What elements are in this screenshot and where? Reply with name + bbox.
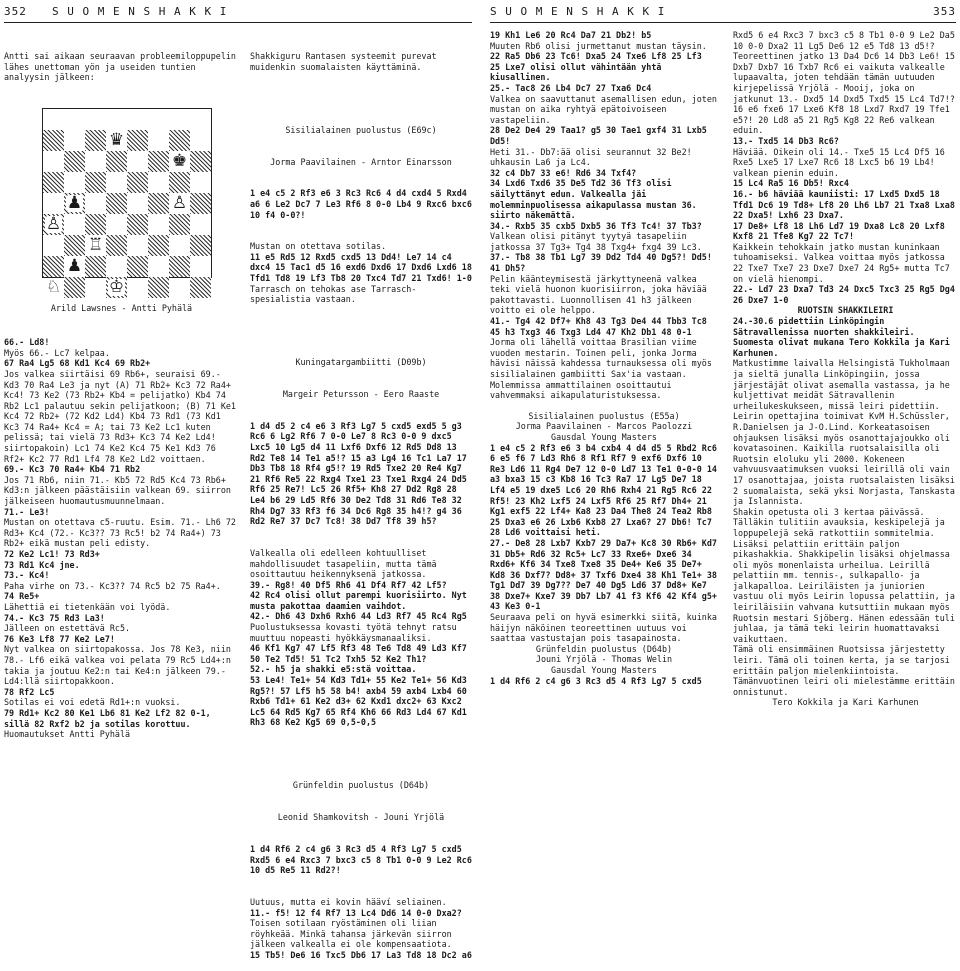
text-paragraph: 41.- Tg4 42 Df7+ Kh8 43 Tg3 De4 44 Tbb3 Tc8 45 h3 Txg3 46 Txg3 Ld4 47 Kh2 Db1 48 0-1 xyxy=(490,316,712,337)
board-square xyxy=(43,193,64,214)
board-square xyxy=(169,130,190,151)
text-paragraph: Valkealla oli edelleen kohtuulliset mahdollisuudet tasapeliin, mutta tämä osoittautuu heikennyksenä jatkossa. xyxy=(250,547,442,580)
left-running-title: S U O M E N S H A K K I xyxy=(52,5,228,18)
text-paragraph: Teoreettinen jatko 13 Da4 Dc6 14 Db3 Le6! 15 Dxb7 Dxb7 16 Txb7 Rc6 ei vaikuta valkealle lupaavalta, joten tehdään tämän uutuuden kirjepelissä Yrjölä - Mooij, joka on jatkunut 13.- Dxd5 14 Dxd5 Txd5 15 Lc4 Td7!? 16 e6 fxe6 17 Lxe6 Kf8 18 Lxd7 Rxd7 19 Tfe1 e5?! 20 Ld8 a5 21 Rg5 Kg8 22 Re6 valkean eduin. xyxy=(733,51,960,136)
text-paragraph: Tämä oli ensimmäinen Ruotsissa järjestetty leiri. Tämä oli toinen kerta, ja se tarjosi erittäin paljon mielenkiintoista. Tämänvuotinen leiri oli mielestämme erittäin onnistunut. xyxy=(733,644,960,697)
game-moves: 1 e4 c5 2 Rf3 e6 3 Rc3 Rc6 4 d4 cxd4 5 Rxd4 a6 6 Le2 Dc7 7 Le3 Rf6 8 0-0 Lb4 9 Rxc6 bxc6 10 f4 0-0?! xyxy=(250,188,477,220)
text-paragraph: 69.- Kc3 70 Ra4+ Kb4 71 Rb2 xyxy=(4,464,141,475)
text-paragraph: Kaikkein tehokkain jatko mustan kuninkaan tuhoamiseksi. Valkea voittaa myös jatkossa 22 Txe7 Txe7 23 Dxe7 Dxe7 24 Rg5+ mutta Tc7 on vielä hienompi. xyxy=(733,241,955,284)
board-square xyxy=(43,172,64,193)
text-paragraph: Nyt valkea on siirtopakossa. Jos 78 Ke3, niin 78.- Lf6 eikä valkea voi pelata 79 Rc5 Ld4+:n takia ja joutuu Ke2:n tai Ke4:n jälkeen 79.- Ld4:llä siirtopakkoon. xyxy=(4,644,236,687)
board-square xyxy=(85,256,106,277)
board-square xyxy=(190,235,211,256)
text-paragraph: 67 Ra4 Lg5 68 Kd1 Kc4 69 Rb2+ xyxy=(4,358,151,369)
text-paragraph: Paha virhe on 73.- Kc3?? 74 Rc5 b2 75 Ra4+. xyxy=(4,580,221,591)
text-paragraph: 34.- Rxb5 35 cxb5 Dxb5 36 Tf3 Tc4! 37 Tb3? xyxy=(490,220,702,231)
text-paragraph: 53 Le4! Te1+ 54 Kd3 Td1+ 55 Ke2 Te1+ 56 Kd3 Rg5?! 57 Lf5 h5 58 b4! axb4 59 axb4 Lxb4 60 Rxb6 Td1+ 61 Ke2 d3+ 62 Kxd1 dxc2+ 63 Kxc2 Lc5 64 Rd5 Kg7 65 Rf4 Kh6 66 Rd3 Ld4 67 Kd1 Rh3 68 Ke2 Kg5 69 0,5-0,5 xyxy=(250,675,472,728)
board-square xyxy=(148,193,169,214)
text-paragraph: Jos valkea siirtäisi 69 Rb6+, seuraisi 69.- Kd3 70 Ra4 Le3 ja nyt (A) 71 Rb2+ Kc3 72 Ra4+ Kc4! 73 Ke2 (73 Rb2+ Kb4 = pelijatko) Kb4 74 Rb2 Lc1 palautuu sekin pelijatkoon; (B) 71 Ke1 Kc4 72 Rb2+ (72 Kd2 Ld4) Kb4 73 Rd1 (73 Kd1 Kc3 74 Ra4+ Kc4 = A; tai 73 Ke2 Lc1 kuten pelissä; tai vielä 73 Rd3+ Kc3 74 Ke2 Ld4! siirtopakoin) Lc1 74 Ke2 Kc4 75 Ke1 Kd3 76 Rf2+ Kc2 77 Rd1 Lf4 78 Ke2 Ld2 voittaen. xyxy=(4,368,241,464)
right-page-number: 353 xyxy=(933,5,956,18)
board-square xyxy=(169,277,190,298)
text-paragraph: 1 d4 Rf6 2 c4 g6 3 Rc3 d5 4 Rf3 Lg7 5 cxd5 xyxy=(490,675,702,686)
chess-piece-icon: ♚ xyxy=(171,151,188,172)
text-paragraph: Huomautukset Antti Pyhälä xyxy=(4,729,131,740)
board-square xyxy=(127,277,148,298)
board-square xyxy=(148,256,169,277)
text-paragraph: Uutuus, mutta ei kovin hääví seliainen. xyxy=(250,896,447,907)
board-square xyxy=(190,277,211,298)
board-square xyxy=(190,214,211,235)
text-paragraph: Jorma oli lähellä voittaa Brasilian viime vuoden mestarin. Toinen peli, jonka Jorma hävisi näissä kahdessa turnauksessa oli myös sisilialainen gambiitti Sax'ia vastaan. Molemmissa ammattilainen osoittautui vahvemmaksi aikapulaturistuksessa. xyxy=(490,337,717,401)
board-square xyxy=(64,277,85,298)
text-paragraph: 13.- Txd5 14 Db3 Rc6? xyxy=(733,135,839,146)
board-square xyxy=(127,214,148,235)
game-players: Margeir Petursson - Eero Raaste xyxy=(282,389,440,399)
text-paragraph: Jos 71 Rb6, niin 71.- Kb5 72 Rd5 Kc4 73 Rb6+ Kd3:n jälkeen päästäisiin valkean 69. siirron jälkeiseen huomautusmuunnelmaan. xyxy=(4,474,236,507)
board-square xyxy=(127,193,148,214)
intro-paragraph: Shakkiguru Rantasen systeemit purevat muidenkin suomalaisten käyttäminä. xyxy=(250,51,442,72)
text-paragraph: Muuten Rb6 olisi jurmettanut mustan täysin. xyxy=(490,40,707,51)
game-notes xyxy=(250,548,472,728)
text-paragraph: Mustan on otettava c5-ruutu. Esim. 71.- Lh6 72 Rd3+ Kc4 (72.- Kc3?? 73 Rc5! b2 74 Ra4+) 73 Rb2+ eikä mustan peli edisty. xyxy=(4,517,241,549)
column-3 xyxy=(490,30,722,686)
text-paragraph: Jälleen on estettävä Rc5. xyxy=(4,623,131,634)
text-paragraph: Gausdal Young Masters xyxy=(551,665,657,676)
chess-piece-icon: ♖ xyxy=(87,235,104,256)
board-square xyxy=(148,214,169,235)
chess-piece-icon: ♙ xyxy=(45,214,62,235)
text-paragraph: Valkea on saavuttanut asemallisen edun, joten mustan on aika ryhtyä epätoivoiseen vastapeliin. xyxy=(490,93,722,125)
text-paragraph: 15 Lc4 Ra5 16 Db5! Rxc4 xyxy=(733,178,849,189)
board-square xyxy=(64,214,85,235)
game-moves: 1 d4 Rf6 2 c4 g6 3 Rc3 d5 4 Rf3 Lg7 5 cxd5 Rxd5 6 e4 Rxc3 7 bxc3 c5 8 Tb1 0-0 9 Le2 Rc6 10 d5 Re5 11 Rd2?! xyxy=(250,843,477,876)
text-paragraph: Tarrasch on tehokas ase Tarrasch-spesialistia vastaan. xyxy=(250,283,417,305)
board-square xyxy=(148,151,169,172)
board-square xyxy=(127,151,148,172)
board-square xyxy=(43,256,64,277)
text-paragraph: 73.- Kc4! xyxy=(4,570,50,581)
chess-piece-icon: ♔ xyxy=(108,277,125,298)
text-paragraph: Seuraava peli on hyvä esimerkki siitä, kuinka häijyn näköinen teoreettinen uutuus voi saattaa vastustajan pois tasapainosta. xyxy=(490,612,722,644)
text-paragraph: Puolustuksessa kovasti työtä tehnyt ratsu muuttuu nopeasti hyökkäysmanaaliksi. xyxy=(250,622,462,643)
board-square xyxy=(64,172,85,193)
text-paragraph: 25.- Tac8 26 Lb4 Dc7 27 Txa6 Dc4 xyxy=(490,82,652,93)
text-paragraph: Heti 31.- Db7:ää olisi seurannut 32 Be2! uhkausin La6 ja Lc4. xyxy=(490,146,697,168)
text-paragraph: 78 Rf2 Lc5 xyxy=(4,686,55,697)
text-paragraph: Leirin opettajina toimivat KvM H.Schüssler, R.Danielsen ja J-O.Lind. Korkeatasoisen ohjauksen lisäksi myös osanottajajoukko oli kovatasoinen. Kaikilla ruotsalaisilla oli Ruotsin eloluku yli 2000. Kokeneen vahvuusvaatimuksen vuoksi leirillä oli vain 17 osanottajaa, joista ruotsalaisten lisäksi 2 suomalaista, sekä yksi Norjasta, Tanskasta ja Islannista. xyxy=(733,411,960,507)
text-paragraph: Jorma Paavilainen - Marcos Paolozzi xyxy=(515,421,693,432)
board-square xyxy=(64,193,85,214)
right-page-header xyxy=(490,2,956,23)
left-page-number: 352 xyxy=(4,5,27,18)
text-paragraph: 79 Rd1+ Kc2 80 Ke1 Lb6 81 Ke2 Lf2 82 0-1, sillä 82 Rxf2 b2 ja sotilas korottuu. xyxy=(4,707,216,729)
text-paragraph: 52.- h5 ja shakki e5:stä voittaa. xyxy=(250,664,417,675)
text-paragraph: Sotilas ei voi edetä Rd1+:n vuoksi. xyxy=(4,697,181,708)
board-square xyxy=(85,151,106,172)
right-running-title: S U O M E N S H A K K I xyxy=(490,5,666,18)
board-square xyxy=(43,130,64,151)
text-paragraph: 66.- Ld8! xyxy=(4,337,50,348)
column-2 xyxy=(250,30,477,960)
text-paragraph: Matkustimme laivalla Helsingistä Tukholmaan ja sieltä junalla Linköpingiin, jossa järjestäjät olivat asemalla vastassa, ja he kuljettivat meidät Sätravallenin urheilukeskukseen, missä leiri pidettiin. xyxy=(733,358,955,411)
chess-piece-icon: ♟ xyxy=(66,193,83,214)
text-paragraph: 74 Re5+ xyxy=(4,591,40,602)
text-paragraph: 42 Rc4 olisi ollut parempi kuorisiirto. Nyt musta pakottaa daamien vaihdot. xyxy=(250,590,472,611)
game-notes xyxy=(250,897,472,961)
board-square xyxy=(85,214,106,235)
board-square xyxy=(85,172,106,193)
text-paragraph: 72 Ke2 Lc1! 73 Rd3+ xyxy=(4,549,100,559)
chess-diagram xyxy=(42,108,212,298)
game-moves: 1 d4 d5 2 c4 e6 3 Rf3 Lg7 5 cxd5 exd5 5 g3 Rc6 6 Lg2 Rf6 7 0-0 Le7 8 Rc3 0-0 9 dxc5 Lxc5 10 Lg5 d4 11 Lxf6 Dxf6 12 Rd5 Dd8 13 Rd2 Te8 14 Te1 a5!? 15 a3 Lg4 16 Tc1 La7 17 Db3 Tb8 18 Rf4 g5!? 19 Rd5 Txe2 20 Re4 Kg7 21 Rf6 Re5 22 Rxg4 Txe1 23 Txe1 Rxg4 24 Dd5 Rf6 25 Re7! Lc5 26 Rf5+ Kh8 27 Dd2 Rg8 28 Le4 b6 29 Ld5 Rf6 30 De2 Td8 31 Rd6 Te8 32 Rh4 Dg7 33 Rf3 f6 34 Dc6 Rg8 35 h4!? g4 36 Rd2 Re7 37 Dc7 Tc8! 38 Dd7 Tf8 39 h5? xyxy=(250,420,472,527)
text-paragraph: Toisen sotilaan ryöstäminen oli liian röyhkeää. Minkä tahansa järkevän siirron jälkeen valkealla ei ole kompensaatiota. xyxy=(250,918,457,950)
board-square xyxy=(127,235,148,256)
game-event: Grünfeldin puolustus (D64b) xyxy=(292,780,430,791)
text-paragraph: RUOTSIN SHAKKILEIRI xyxy=(797,305,894,316)
game-event: Kuningatargambiitti (D09b) xyxy=(295,357,427,368)
text-paragraph: 25 Lxe7 olisi ollut vähintään yhtä kiusallinen. xyxy=(490,61,667,83)
board-square xyxy=(169,193,190,214)
text-paragraph: Valkean olisi pitänyt tyytyä tasapeliin jatkossa 37 Tg3+ Tg4 38 Txg4+ fxg4 39 Lc3. xyxy=(490,231,702,252)
text-paragraph: Gausdal Young Masters xyxy=(551,431,657,442)
board-square xyxy=(85,235,106,256)
text-paragraph: Häviää. Oikein oli 14.- Txe5 15 Lc4 Df5 16 Rxe5 Lxe5 17 Lxe7 Rc6 18 Lxc5 b6 19 Lb4! valkean pienin eduin. xyxy=(733,146,950,178)
diagram-caption: Arild Lawsnes - Antti Pyhälä xyxy=(50,303,193,314)
column-4 xyxy=(733,30,960,708)
board-square xyxy=(169,172,190,193)
board-square xyxy=(64,256,85,277)
game-event: Sisilialainen puolustus (E69c) xyxy=(285,124,437,135)
text-paragraph: Mustan on otettava sotilas. xyxy=(250,241,387,252)
board-square xyxy=(169,256,190,277)
board-square xyxy=(43,235,64,256)
board-square xyxy=(127,130,148,151)
board-square xyxy=(190,172,211,193)
text-paragraph: 71.- Le3! xyxy=(4,506,50,517)
board-square xyxy=(43,277,64,298)
text-paragraph: Tero Kokkila ja Kari Karhunen xyxy=(772,697,919,708)
text-paragraph: 11.- f5! 12 f4 Rf7 13 Lc4 Dd6 14 0-0 Dxa2? xyxy=(250,907,462,918)
board-square xyxy=(190,193,211,214)
board-square xyxy=(106,235,127,256)
text-paragraph: 37.- Tb8 38 Tb1 Lg7 39 Dd2 Td4 40 Dg5?! Dd5! 41 Dh5? xyxy=(490,252,717,274)
board-square xyxy=(43,214,64,235)
text-paragraph: Shakin opetusta oli 3 kertaa päivässä. Tälläkin tulitiin avauksia, keskipelejä ja loppupelejä sekä ratkottiin sommitelmia. Lisäksi pelattiin erittäin paljon pikashakkia. Shakkipelin lisäksi ohjelmassa oli myös monenlaista urheilua. Leirillä pelattiin mm. tennis-, sulkapallo- ja jalkapalloa. Leiriläisten ja juniorien vastuu oli myös Leirin lopussa pelattiin, ja leiriläisiin vahvana kutsuttiin mukaan myös Ruotsin mestari Sjöberg. Hänen edessään tuli juhlaa, ja tämä teki leirin huomattavaksi vaikuttaen. xyxy=(733,506,960,644)
text-paragraph: 1 e4 c5 2 Rf3 e6 3 b4 cxb4 4 d4 d5 5 Rbd2 Rc6 6 e5 f6 7 Ld3 Rh6 8 Rf1 Rf7 9 exf6 Dxf6 10 Re3 Ld6 11 Rg4 De7 12 0-0 Ld7 13 Te1 0-0-0 14 a3 bxa3 15 c3 Kb8 16 Tc3 Ra7 17 Lg5 De7 18 Lf4 e5 19 dxe5 Lc6 20 Rh6 Rxh4 21 Rg5 Rc6 22 Rf5! 23 Kh2 Lxf5 24 Lxf5 Rf6 25 Rf7 Dh4+ 21 Kg1 exf5 22 Lf4+ Ka8 23 Da4 The8 24 Tea2 Rb8 25 Dxa3 e6 26 Lxb6 Kxb8 27 Lxa6? 27 Db6! Tc7 28 Ld6 voittaisi heti. xyxy=(490,442,722,538)
text-paragraph: 24.-30.6 pidettiin Linköpingin Sätravallenissa nuorten shakkileiri. Suomesta olivat mukana Tero Kokkila ja Kari Karhunen. xyxy=(733,316,955,358)
board-square xyxy=(127,172,148,193)
text-paragraph: 34 Lxd6 Txd6 35 De5 Td2 36 Tf3 olisi säilyttänyt edun. Valkealla jäi molemminpuolisessa aikapulassa mustan 36. siirto näkemättä. xyxy=(490,178,702,221)
board-square xyxy=(85,277,106,298)
text-paragraph: Grünfeldin puolustus (D64b) xyxy=(535,643,673,654)
text-paragraph: 42.- Dh6 43 Dxh6 Rxh6 44 Ld3 Rf7 45 Rc4 Rg5 xyxy=(250,611,467,622)
text-paragraph: Myös 66.- Lc7 kelpaa. xyxy=(4,347,110,358)
board-square xyxy=(190,130,211,151)
text-paragraph: 28 De2 De4 29 Taa1? g5 30 Tae1 gxf4 31 Lxb5 Dd5! xyxy=(490,125,712,146)
text-paragraph: 46 Kf1 Kg7 47 Lf5 Rf3 48 Te6 Td8 49 Ld3 Kf7 50 Te2 Td5! 51 Tc2 Txh5 52 Ke2 Th1? xyxy=(250,643,472,664)
board-square xyxy=(169,214,190,235)
game-notes xyxy=(250,241,477,305)
board-square xyxy=(169,235,190,256)
board-square xyxy=(148,277,169,298)
board-square xyxy=(106,277,127,298)
board-square xyxy=(64,235,85,256)
text-paragraph: Jouni Yrjölä - Thomas Welin xyxy=(535,654,673,665)
board-square xyxy=(106,193,127,214)
left-page-header xyxy=(4,2,472,23)
board-square xyxy=(169,151,190,172)
text-paragraph: 74.- Kc3 75 Rd3 La3! xyxy=(4,612,105,623)
intro-paragraph: Antti sai aikaan seuraavan probleemiloppupelin lähes unettoman yön ja useiden tuntien analyysin jälkeen: xyxy=(4,51,241,83)
column-1 xyxy=(4,30,241,740)
board-square xyxy=(190,151,211,172)
board-square xyxy=(148,172,169,193)
text-paragraph: 27.- De8 28 Lxb7 Kxb7 29 Da7+ Kc8 30 Rb6+ Kd7 31 Db5+ Rd6 32 Rc5+ Lc7 33 Rxe6+ Dxe6 34 Rxd6+ Kf6 34 Txe8 Txe8 35 De4+ Ke6 35 De7+ Kd8 36 Dxf7? Dd8+ 37 Txf6 Dxe4 38 Kh1 Te1+ 38 Tg1 Dd7 39 Dg7?? De7 40 Dg5 Ld6 37 Dd8+ Ke7 38 Dxe7+ Kxe7 39 Db7 Lb7 41 f3 Kf6 42 Kf4 g5+ 43 Ke3 0-1 xyxy=(490,537,722,612)
text-paragraph: 22.- Ld7 23 Dxa7 Td3 24 Dxc5 Txc3 25 Rg5 Dg4 26 Dxe7 1-0 xyxy=(733,284,960,305)
chess-board xyxy=(43,130,211,298)
board-square xyxy=(43,151,64,172)
board-square xyxy=(148,235,169,256)
game-players: Jorma Paavilainen - Arntor Einarsson xyxy=(270,156,452,167)
game-players: Leonid Shamkovitsh - Jouni Yrjölä xyxy=(277,812,445,823)
text-paragraph: 76 Ke3 Lf8 77 Ke2 Le7! xyxy=(4,633,115,644)
text-paragraph: 17 De8+ Lf8 18 Lh6 Ld7 19 Dxa8 Lc8 20 Lxf8 Kxf8 21 Tfe8 Kg7 22 Tc7! xyxy=(733,220,950,242)
board-square xyxy=(85,130,106,151)
board-square xyxy=(64,130,85,151)
text-paragraph: 73 Rd1 Kc4 jne. xyxy=(4,559,80,570)
text-paragraph: Lähettiä ei tietenkään voi lyödä. xyxy=(4,601,171,612)
chess-piece-icon: ♟ xyxy=(66,256,83,277)
board-square xyxy=(148,130,169,151)
board-square xyxy=(106,172,127,193)
text-paragraph: 22 Ra5 Db6 23 Tc6! Dxa5 24 Txe6 Lf8 25 Lf3 xyxy=(490,51,702,62)
text-paragraph: 15 Tb5! De6 16 Txc5 Db6 17 La3 Td8 18 Dc2 a6 xyxy=(250,949,472,960)
text-paragraph: Rxd5 6 e4 Rxc3 7 bxc3 c5 8 Tb1 0-0 9 Le2 Da5 10 0-0 Dxa2 11 Lg5 De6 12 e5 Td8 13 d5!? xyxy=(733,30,960,51)
board-square xyxy=(64,151,85,172)
board-square xyxy=(106,256,127,277)
board-square xyxy=(190,256,211,277)
text-paragraph: 19 Kh1 Le6 20 Rc4 Da7 21 Db2! b5 xyxy=(490,30,652,40)
text-paragraph: 32 c4 Db7 33 e6! Rd6 34 Txf4? xyxy=(490,167,637,178)
text-paragraph: Pelin käänteymisestä järkyttyneenä valkea teki vielä huonon kuorisiirron, joka häviää pakottavasti. Luonnollisen 41 h3 jälkeen voitto ei ole helppo. xyxy=(490,273,712,316)
chess-piece-icon: ♛ xyxy=(108,130,125,151)
text-paragraph: Sisilialainen puolustus (E55a) xyxy=(528,410,680,421)
chess-piece-icon: ♙ xyxy=(171,193,188,214)
chess-piece-icon: ♘ xyxy=(45,277,62,298)
board-square xyxy=(106,151,127,172)
board-square xyxy=(106,214,127,235)
annotation-text xyxy=(4,337,239,740)
text-paragraph: 39.- Rg8! 40 Df5 Rh6 41 Df4 Rf7 42 Lf5? xyxy=(250,579,447,590)
text-paragraph: 11 e5 Rd5 12 Rxd5 cxd5 13 Dd4! Le7 14 c4 dxc4 15 Tac1 d5 16 exd6 Dxd6 17 Dxd6 Lxd6 18 Tfd1 Td8 19 Lf3 Tb8 20 Txc4 Td7 21 Txd6! 1-0 xyxy=(250,251,477,284)
board-square xyxy=(85,193,106,214)
board-square xyxy=(106,130,127,151)
board-square xyxy=(127,256,148,277)
text-paragraph: 16.- b6 häviää kauniisti: 17 Lxd5 Dxd5 18 Tfd1 Dc6 19 Td8+ Lf8 20 Lh6 Lb7 21 Txa8 Lxa8 22 Dxa5! Lxh6 23 Dxa7. xyxy=(733,188,960,221)
